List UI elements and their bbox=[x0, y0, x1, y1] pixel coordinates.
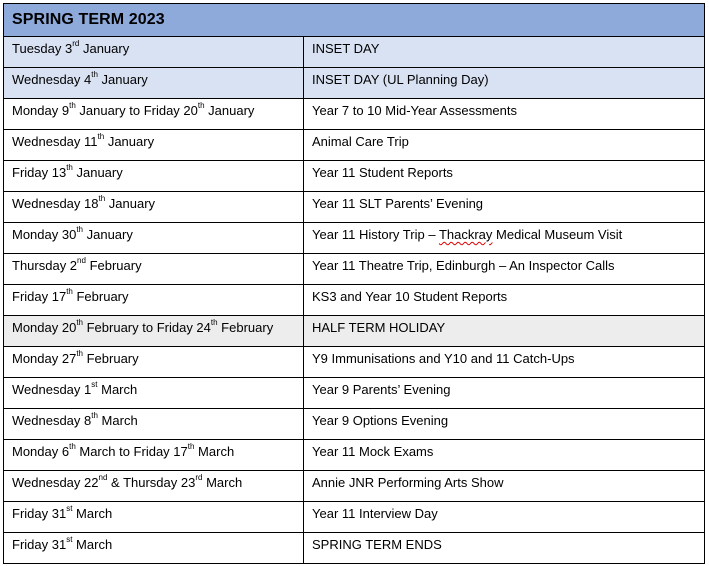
table-row bbox=[4, 161, 704, 192]
event-cell: INSET DAY (UL Planning Day) bbox=[312, 72, 489, 87]
spring-term-table bbox=[3, 3, 705, 564]
spellcheck-underline: Thackray bbox=[438, 227, 493, 242]
event-cell: Year 11 History Trip – Thackray Medical Museum Visit bbox=[312, 227, 623, 242]
table-title: SPRING TERM 2023 bbox=[12, 11, 165, 28]
table-row bbox=[4, 130, 704, 161]
table-row bbox=[4, 37, 704, 68]
table-row bbox=[4, 347, 704, 378]
table-row bbox=[4, 378, 704, 409]
event-cell: Year 11 Mock Exams bbox=[312, 444, 434, 459]
event-cell: KS3 and Year 10 Student Reports bbox=[312, 289, 508, 304]
event-cell: Year 11 SLT Parents’ Evening bbox=[312, 196, 484, 211]
event-cell: Animal Care Trip bbox=[312, 134, 409, 149]
date-cell: Tuesday 3rd January bbox=[4, 37, 304, 67]
date-cell: Wednesday 22nd & Thursday 23rd March bbox=[4, 471, 304, 501]
event-cell: INSET DAY bbox=[312, 41, 380, 56]
table-row bbox=[4, 223, 704, 254]
event-cell: Year 11 Interview Day bbox=[312, 506, 438, 521]
event-cell: Year 11 Theatre Trip, Edinburgh – An Inspector Calls bbox=[312, 258, 615, 273]
date-cell: Monday 30th January bbox=[4, 223, 304, 253]
date-cell: Wednesday 8th March bbox=[4, 409, 304, 439]
table-row bbox=[4, 471, 704, 502]
date-cell: Monday 9th January to Friday 20th January bbox=[4, 99, 304, 129]
date-cell: Wednesday 11th January bbox=[4, 130, 304, 160]
date-cell: Monday 27th February bbox=[4, 347, 304, 377]
event-cell: Y9 Immunisations and Y10 and 11 Catch-Ups bbox=[312, 351, 575, 366]
table-row bbox=[4, 192, 704, 223]
table-header bbox=[4, 4, 704, 37]
date-cell: Wednesday 1st March bbox=[4, 378, 304, 408]
event-cell: SPRING TERM ENDS bbox=[312, 537, 442, 552]
date-cell: Friday 31st March bbox=[4, 533, 304, 563]
table-row bbox=[4, 285, 704, 316]
date-cell: Friday 17th February bbox=[4, 285, 304, 315]
table-row bbox=[4, 254, 704, 285]
table-row bbox=[4, 68, 704, 99]
table-body bbox=[4, 37, 704, 563]
event-cell: Year 9 Parents’ Evening bbox=[312, 382, 451, 397]
date-cell: Wednesday 18th January bbox=[4, 192, 304, 222]
event-cell: Year 11 Student Reports bbox=[312, 165, 453, 180]
date-cell: Monday 6th March to Friday 17th March bbox=[4, 440, 304, 470]
table-row bbox=[4, 409, 704, 440]
table-row bbox=[4, 316, 704, 347]
date-cell: Friday 31st March bbox=[4, 502, 304, 532]
event-cell: Annie JNR Performing Arts Show bbox=[312, 475, 504, 490]
date-cell: Friday 13th January bbox=[4, 161, 304, 191]
event-cell: Year 7 to 10 Mid-Year Assessments bbox=[312, 103, 517, 118]
event-cell: Year 9 Options Evening bbox=[312, 413, 449, 428]
date-cell: Thursday 2nd February bbox=[4, 254, 304, 284]
table-row bbox=[4, 533, 704, 563]
table-row bbox=[4, 99, 704, 130]
table-row bbox=[4, 502, 704, 533]
event-cell: HALF TERM HOLIDAY bbox=[312, 320, 446, 335]
date-cell: Wednesday 4th January bbox=[4, 68, 304, 98]
table-row bbox=[4, 440, 704, 471]
date-cell: Monday 20th February to Friday 24th February bbox=[4, 316, 304, 346]
